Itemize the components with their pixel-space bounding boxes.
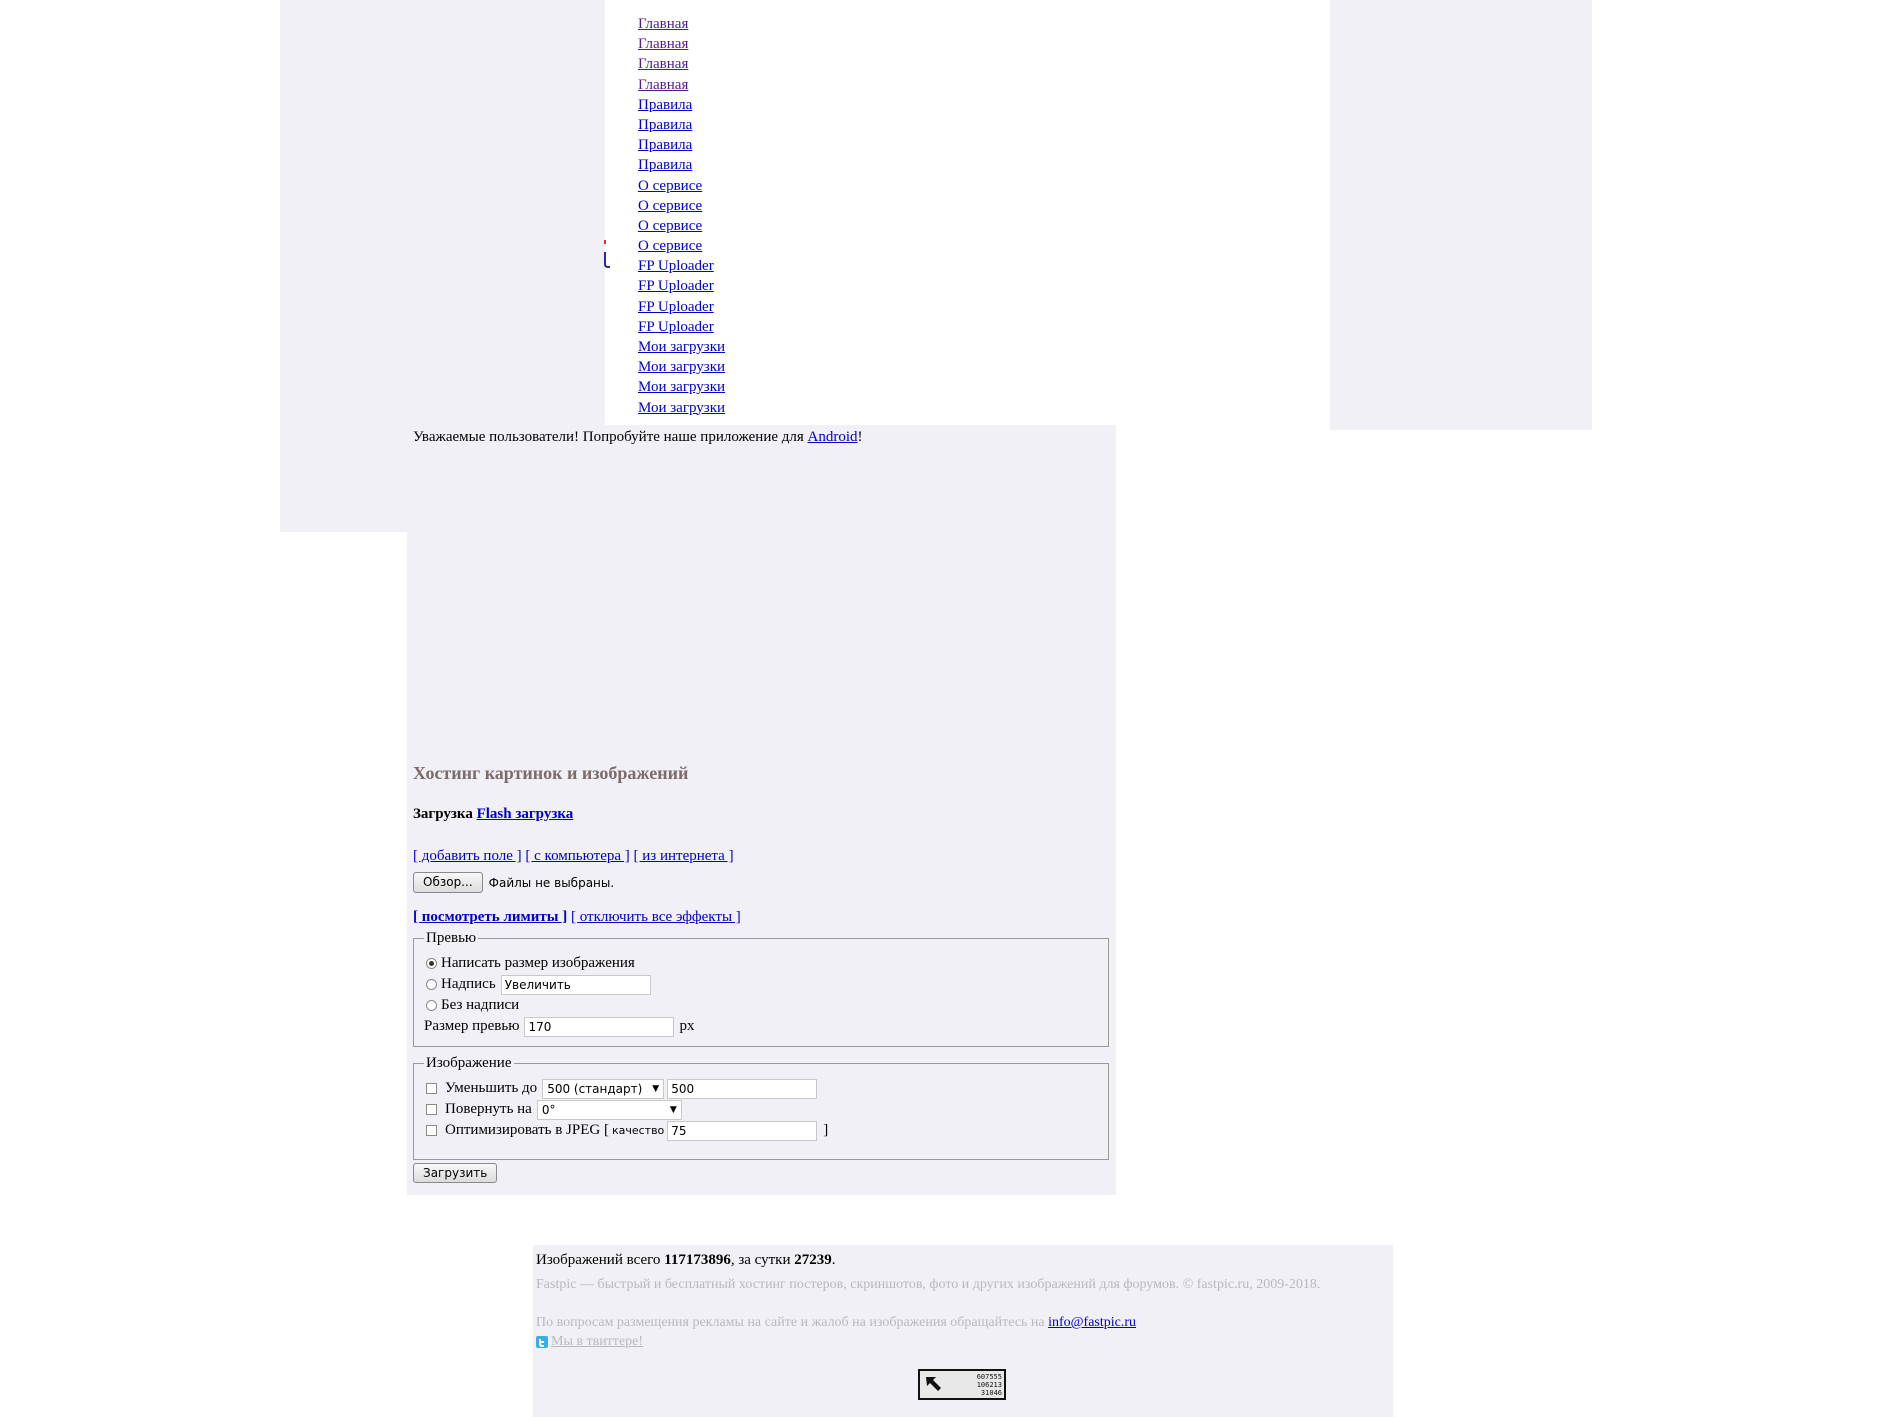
nav-link[interactable]: Мои загрузки <box>638 399 726 416</box>
upload-mode-current: Загрузка <box>413 806 473 822</box>
resize-select-value: 500 (стандарт) <box>547 1081 643 1096</box>
resize-label: Уменьшить до <box>445 1080 538 1096</box>
nav-link[interactable]: Главная <box>638 56 689 73</box>
file-row <box>413 872 614 893</box>
notice-end: ! <box>857 429 863 445</box>
nav-link[interactable]: Правила <box>638 96 693 113</box>
page-title: Хостинг картинок и изображений <box>413 763 689 783</box>
caption-input[interactable]: Увеличить <box>501 975 651 995</box>
stats-mid: , за сутки <box>730 1252 795 1268</box>
ads-text: По вопросам размещения рекламы на сайте и жалоб на изображения обращайтесь на <box>536 1315 1049 1330</box>
nav-link[interactable]: О сервисе <box>638 238 703 255</box>
counter-line: 106213 <box>976 1380 1002 1389</box>
file-status: Файлы не выбраны. <box>488 875 615 890</box>
rotate-select[interactable] <box>537 1100 682 1120</box>
rotate-checkbox[interactable] <box>426 1104 437 1115</box>
preview-option-caption <box>424 974 1098 995</box>
stats-total: 117173896 <box>664 1252 731 1268</box>
rotate-select-value: 0° <box>541 1102 556 1117</box>
stats-prefix: Изображений всего <box>536 1252 665 1268</box>
view-limits-link[interactable]: [ посмотреть лимиты ] <box>413 909 568 925</box>
nav-item <box>638 256 725 276</box>
stats-end: . <box>831 1252 836 1268</box>
from-internet-link[interactable]: [ из интернета ] <box>633 848 734 864</box>
radio-none-label: Без надписи <box>441 997 520 1013</box>
nav-link[interactable]: О сервисе <box>638 177 703 194</box>
radio-none[interactable] <box>426 1000 437 1011</box>
flash-upload-link[interactable]: Flash загрузка <box>476 806 574 822</box>
nav-link[interactable]: Правила <box>638 116 693 133</box>
radio-caption-label: Надпись <box>441 976 496 992</box>
counter-line: 607555 <box>976 1372 1002 1381</box>
nav-link[interactable]: О сервисе <box>638 197 703 214</box>
nav-item <box>638 95 725 115</box>
arrow-icon <box>920 1371 946 1398</box>
preview-size-unit: px <box>679 1018 695 1034</box>
resize-input[interactable]: 500 <box>667 1079 817 1099</box>
nav-link[interactable]: Правила <box>638 137 693 154</box>
preview-fieldset <box>413 930 1109 1047</box>
nav-item <box>638 297 725 317</box>
nav-item <box>638 216 725 236</box>
chevron-down-icon: ▼ <box>669 1104 677 1115</box>
counter-line: 31046 <box>980 1388 1002 1397</box>
preview-option-size <box>424 953 1098 974</box>
submit-row <box>413 1165 497 1182</box>
quality-label: качество <box>611 1124 665 1137</box>
nav-item <box>638 14 725 34</box>
rotate-row <box>424 1099 1098 1120</box>
nav-link[interactable]: FP Uploader <box>638 258 714 275</box>
nav-item <box>638 276 725 296</box>
add-field-link[interactable]: [ добавить поле ] <box>413 848 522 864</box>
nav-item <box>638 196 725 216</box>
background-panel-right <box>1330 0 1592 430</box>
notice-text: Уважаемые пользователи! Попробуйте наше приложение для <box>413 429 808 445</box>
nav-link[interactable]: FP Uploader <box>638 298 714 315</box>
nav-item <box>638 155 725 175</box>
radio-caption[interactable] <box>426 979 437 990</box>
nav-item <box>638 75 725 95</box>
image-fieldset <box>413 1055 1109 1160</box>
nav-link[interactable]: Мои загрузки <box>638 339 726 355</box>
nav-item <box>638 377 725 397</box>
nav-link[interactable]: О сервисе <box>638 217 703 234</box>
nav-link[interactable]: FP Uploader <box>638 278 714 295</box>
nav-link[interactable]: Правила <box>638 157 693 174</box>
twitter-icon <box>536 1336 548 1348</box>
logo-fragment <box>598 240 612 280</box>
nav-item <box>638 176 725 196</box>
resize-checkbox[interactable] <box>426 1083 437 1094</box>
chevron-down-icon: ▼ <box>652 1083 660 1094</box>
preview-size-row <box>424 1016 1098 1037</box>
twitter-row <box>536 1334 643 1350</box>
main-content <box>407 425 1116 1195</box>
resize-row <box>424 1078 1098 1099</box>
source-links <box>413 848 734 865</box>
nav-item <box>638 337 725 357</box>
quality-input[interactable]: 75 <box>667 1121 817 1141</box>
main-nav <box>638 14 725 418</box>
image-legend: Изображение <box>426 1055 512 1071</box>
rotate-label: Повернуть на <box>445 1101 532 1117</box>
nav-item <box>638 34 725 54</box>
footer-about: Fastpic — быстрый и бесплатный хостинг постеров, скриншотов, фото и других изображений для форумов. © fastpic.ru, 2009-2018. <box>536 1277 1321 1292</box>
nav-item <box>638 135 725 155</box>
nav-item <box>638 54 725 74</box>
preview-option-none <box>424 995 1098 1016</box>
limits-links <box>413 909 741 926</box>
preview-legend: Превью <box>426 930 477 946</box>
stats-day: 27239 <box>794 1252 832 1268</box>
nav-item <box>638 398 725 418</box>
jpeg-close: ] <box>823 1122 829 1138</box>
footer <box>533 1245 1393 1417</box>
disable-effects-link[interactable]: [ отключить все эффекты ] <box>570 909 741 925</box>
footer-ads <box>536 1315 1136 1331</box>
preview-size-input[interactable]: 170 <box>524 1017 674 1037</box>
resize-select[interactable] <box>542 1079 664 1099</box>
twitter-link[interactable]: Мы в твиттере! <box>551 1334 644 1349</box>
jpeg-row <box>424 1120 1098 1141</box>
preview-size-label: Размер превью <box>424 1018 520 1034</box>
from-computer-link[interactable]: [ с компьютера ] <box>525 848 630 864</box>
nav-link[interactable]: Главная <box>638 76 689 93</box>
nav-link[interactable]: Мои загрузки <box>638 379 726 396</box>
nav-link[interactable]: Главная <box>638 16 689 32</box>
nav-link[interactable]: Главная <box>638 36 689 53</box>
visit-counter[interactable] <box>918 1369 1006 1400</box>
nav-link[interactable]: Мои загрузки <box>638 359 726 376</box>
radio-size[interactable] <box>426 958 437 969</box>
jpeg-checkbox[interactable] <box>426 1125 437 1136</box>
counter-values <box>946 1373 1002 1397</box>
upload-button[interactable]: Загрузить <box>413 1163 497 1183</box>
upload-mode <box>413 806 573 823</box>
nav-item <box>638 115 725 135</box>
browse-button[interactable]: Обзор... <box>413 872 483 893</box>
android-link[interactable]: Android <box>807 429 858 445</box>
nav-link[interactable]: FP Uploader <box>638 318 714 335</box>
nav-item <box>638 357 725 377</box>
nav-item <box>638 317 725 337</box>
footer-stats <box>536 1252 836 1269</box>
jpeg-label: Оптимизировать в JPEG [ <box>445 1122 609 1138</box>
nav-item <box>638 236 725 256</box>
email-link[interactable]: info@fastpic.ru <box>1048 1315 1137 1330</box>
radio-size-label: Написать размер изображения <box>441 955 635 971</box>
android-notice <box>413 429 863 446</box>
